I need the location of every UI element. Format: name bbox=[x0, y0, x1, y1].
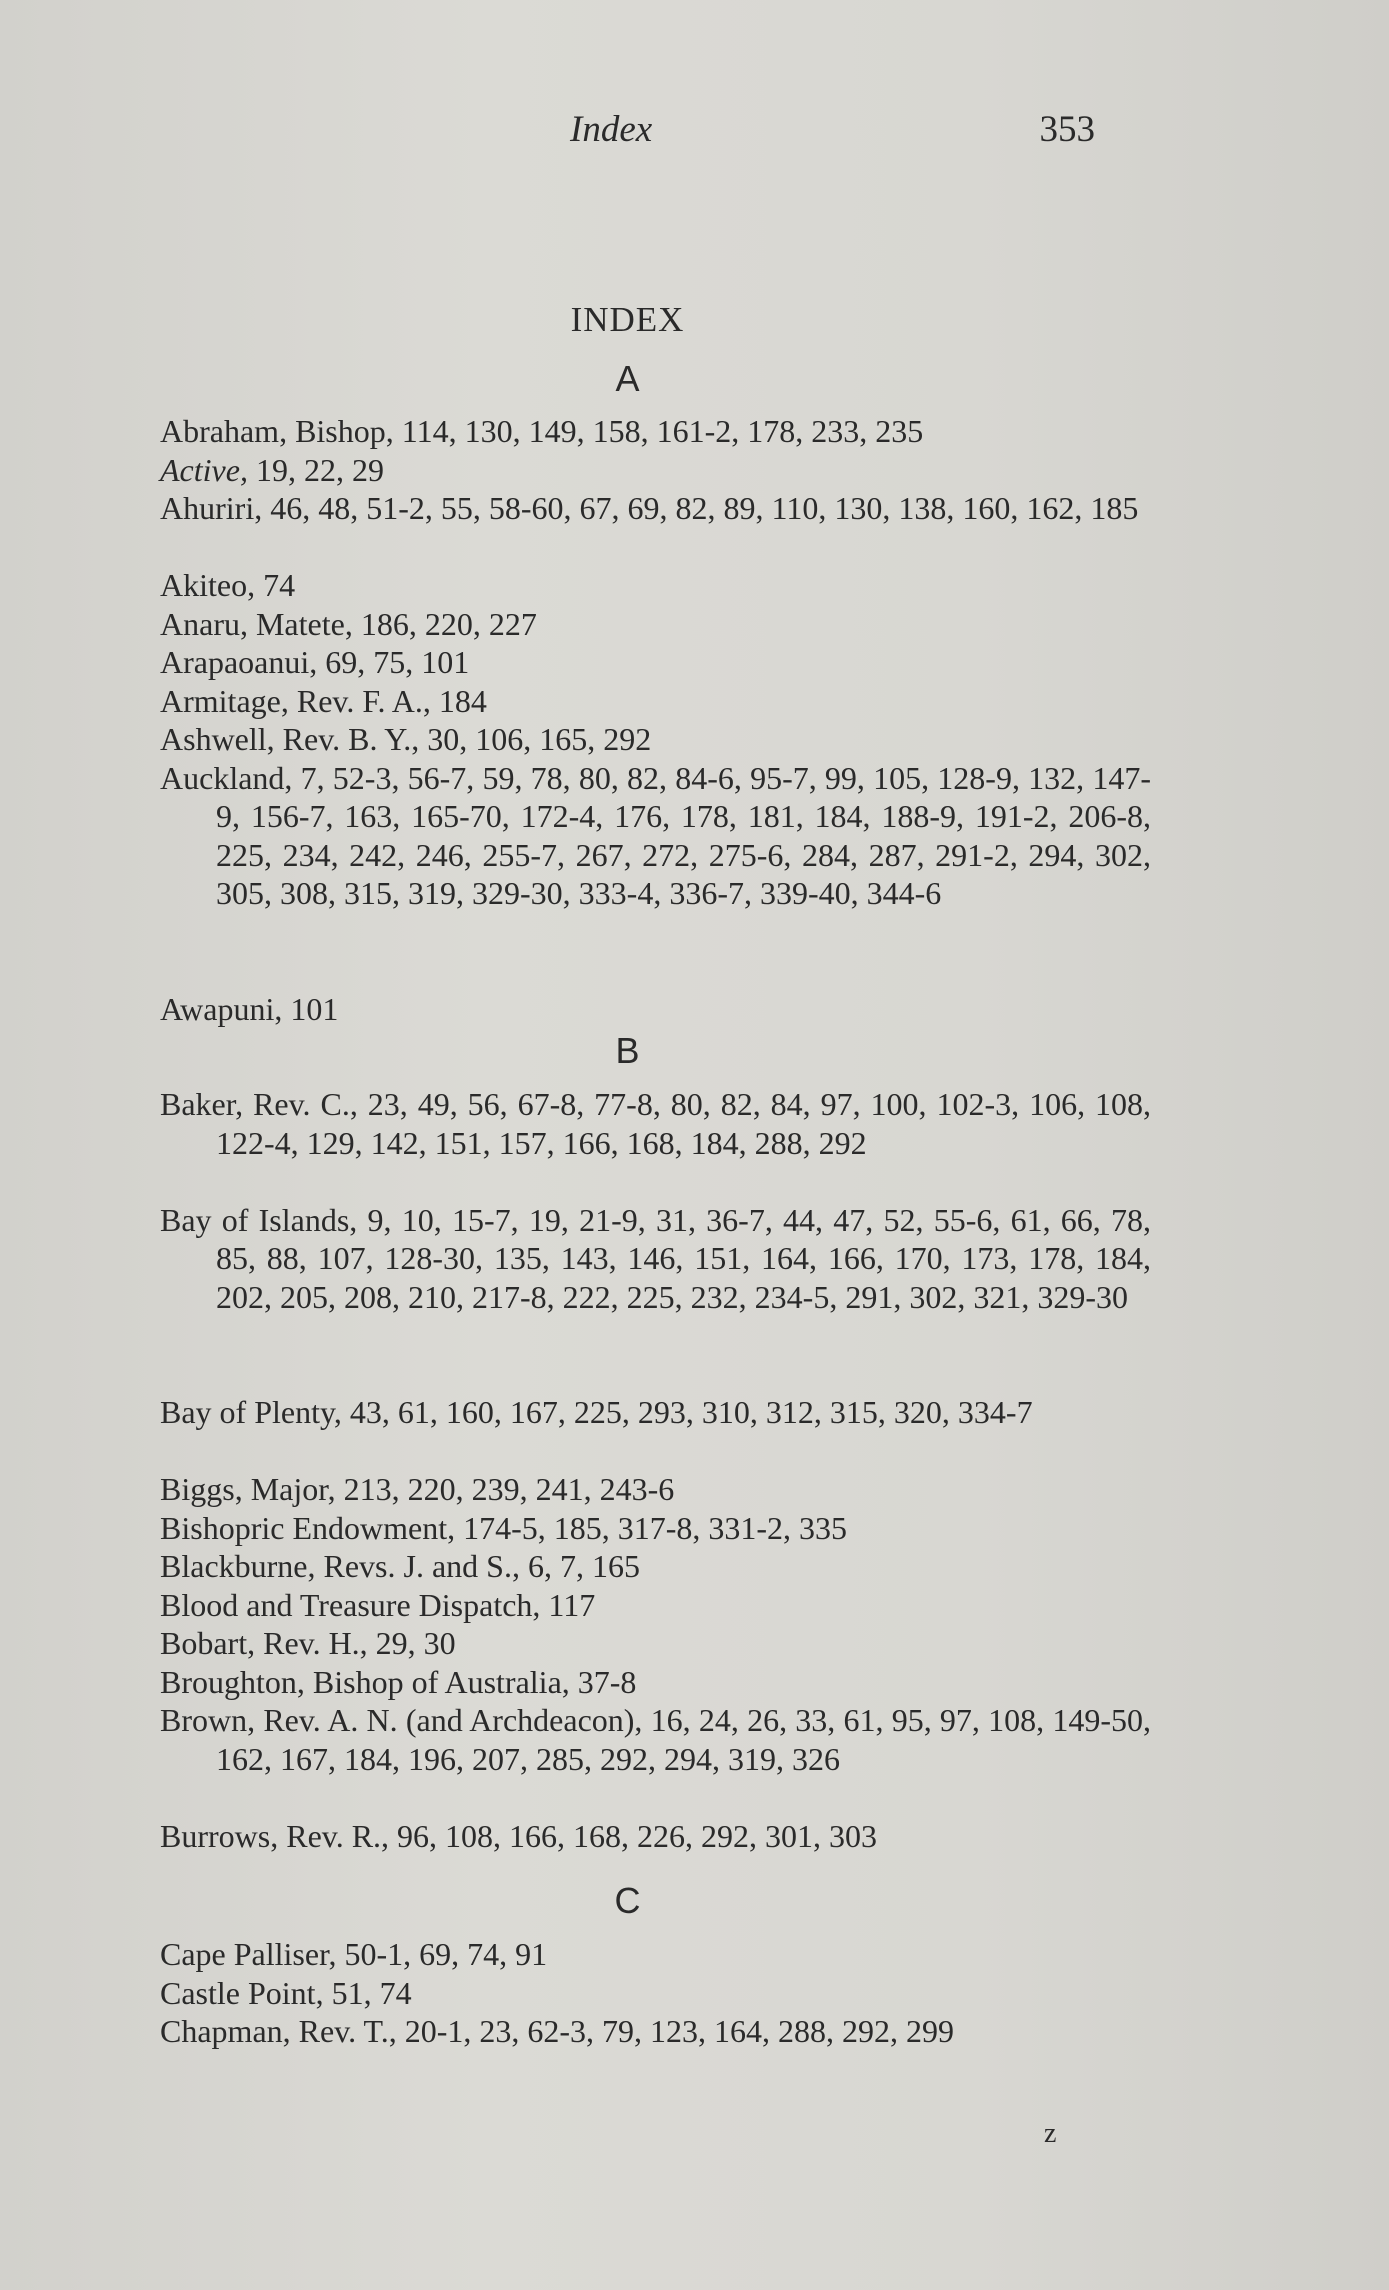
entry-name: Brown, Rev. A. N. (and Archdeacon), bbox=[160, 1702, 643, 1738]
entry-name: Burrows, Rev. R., bbox=[160, 1817, 390, 1854]
entry-page-refs: 50-1, 69, 74, 91 bbox=[336, 1936, 548, 1972]
entry-page-refs: 9, 10, 15-7, 19, 21-9, 31, 36-7, 44, 47, 52, 55-6, 61, 66, 78, 85, 88, 107, 128-30, 135, 143, 146, 151, 164, 166, 170, 173, 178, 184, 202, 205, 208, 210, 217-8, 222, 225, 232, 234-5, 291, 302, 321, 329-30 bbox=[216, 1201, 1152, 1315]
index-entry bbox=[160, 759, 1151, 913]
entry-page-refs: 51, 74 bbox=[323, 1974, 412, 2011]
entry-page-refs: 20-1, 23, 62-3, 79, 123, 164, 288, 292, 299 bbox=[396, 2013, 955, 2049]
entry-page-refs: 6, 7, 165 bbox=[519, 1548, 640, 1584]
entry-name: Chapman, Rev. T., bbox=[160, 2013, 397, 2049]
entry-page-refs: 184 bbox=[430, 682, 487, 719]
entry-page-refs: 186, 220, 227 bbox=[352, 605, 537, 642]
section-letter-c: C bbox=[614, 1880, 641, 1921]
entry-name: Awapuni, bbox=[160, 990, 283, 1027]
index-entry bbox=[160, 489, 1151, 528]
index-entry bbox=[160, 720, 1151, 759]
index-entry bbox=[160, 412, 1151, 451]
entry-page-refs: 7, 52-3, 56-7, 59, 78, 80, 82, 84-6, 95-7, 99, 105, 128-9, 132, 147-9, 156-7, 163, 165-70, 172-4, 176, 178, 181, 184, 188-9, 191-2, 206-8, 225, 234, 242, 246, 255-7, 267, 272, 275-6, 284, 287, 291-2, 294, 302, 305, 308, 315, 319, 329-30, 333-4, 336-7, 339-40, 344-6 bbox=[216, 759, 1151, 911]
entry-page-refs: 74 bbox=[255, 567, 296, 603]
index-entry bbox=[160, 1509, 1151, 1548]
entry-name: Blood and Treasure Dispatch, bbox=[160, 1586, 541, 1623]
entry-page-refs: 37-8 bbox=[569, 1663, 637, 1700]
entry-page-refs: 174-5, 185, 317-8, 331-2, 335 bbox=[455, 1509, 848, 1546]
index-entry bbox=[160, 1935, 1151, 1974]
entry-page-refs: 19, 22, 29 bbox=[247, 451, 384, 488]
entry-name: Bay of Plenty, bbox=[160, 1394, 342, 1430]
entry-name: Bishopric Endowment, bbox=[160, 1509, 456, 1546]
index-entry bbox=[160, 1393, 1151, 1432]
index-entry bbox=[160, 1701, 1151, 1778]
entry-name: Bobart, Rev. H., bbox=[160, 1625, 368, 1661]
index-entry bbox=[160, 682, 1151, 721]
entry-name: Broughton, Bishop of Australia, bbox=[160, 1663, 570, 1700]
section-letter-a: A bbox=[615, 358, 640, 399]
entry-page-refs: 30, 106, 165, 292 bbox=[419, 721, 652, 757]
entry-page-refs: 43, 61, 160, 167, 225, 293, 310, 312, 315, 320, 334-7 bbox=[341, 1394, 1033, 1430]
index-entry bbox=[160, 605, 1151, 644]
entry-page-refs: 96, 108, 166, 168, 226, 292, 301, 303 bbox=[389, 1817, 878, 1854]
entry-name: Blackburne, Revs. J. and S., bbox=[160, 1548, 520, 1584]
entry-page-refs: 16, 24, 26, 33, 61, 95, 97, 108, 149-50, 162, 167, 184, 196, 207, 285, 292, 294, 319, 326 bbox=[216, 1702, 1152, 1777]
page-number: 353 bbox=[1039, 109, 1095, 150]
entry-page-refs: 213, 220, 239, 241, 243-6 bbox=[335, 1471, 675, 1507]
index-entry bbox=[160, 1624, 1151, 1663]
entry-name: Baker, Rev. C., bbox=[160, 1086, 358, 1122]
entry-name: Abraham, Bishop, bbox=[160, 413, 394, 449]
index-entry bbox=[160, 1586, 1151, 1625]
running-head bbox=[160, 108, 1095, 158]
entry-name: Auckland, bbox=[160, 759, 293, 796]
index-entry bbox=[160, 1663, 1151, 1702]
entry-name: Biggs, Major, bbox=[160, 1471, 336, 1507]
index-entry bbox=[160, 1974, 1151, 2013]
entry-name: Ahuriri, bbox=[160, 490, 263, 526]
index-entry bbox=[160, 566, 1151, 605]
index-heading: INDEX bbox=[570, 300, 685, 339]
signature-mark: z bbox=[1044, 2118, 1057, 2149]
index-entry bbox=[160, 1470, 1151, 1509]
section-letter-b: B bbox=[615, 1030, 640, 1071]
entry-page-refs: 46, 48, 51-2, 55, 58-60, 67, 69, 82, 89, 110, 130, 138, 160, 162, 185 bbox=[262, 490, 1139, 526]
index-entry bbox=[160, 451, 1151, 490]
entry-page-refs: 114, 130, 149, 158, 161-2, 178, 233, 235 bbox=[393, 413, 924, 449]
index-entry bbox=[160, 643, 1151, 682]
entry-name: Bay of Islands, bbox=[160, 1201, 358, 1238]
running-head-title: Index bbox=[570, 109, 653, 150]
index-entry bbox=[160, 1817, 1151, 1856]
entry-name: Cape Palliser, bbox=[160, 1936, 337, 1972]
index-entry bbox=[160, 1085, 1151, 1162]
entry-name: Ashwell, Rev. B. Y., bbox=[160, 721, 420, 757]
entry-page-refs: 29, 30 bbox=[367, 1625, 456, 1661]
index-entry bbox=[160, 1547, 1151, 1586]
entry-page-refs: 69, 75, 101 bbox=[317, 644, 470, 680]
entry-page-refs: 117 bbox=[540, 1586, 596, 1623]
index-entry bbox=[160, 1201, 1151, 1317]
index-entry bbox=[160, 990, 1151, 1029]
entry-page-refs: 101 bbox=[282, 990, 339, 1027]
index-entry bbox=[160, 2012, 1151, 2051]
entry-name: Arapaoanui, bbox=[160, 644, 318, 680]
entry-name: Akiteo, bbox=[160, 567, 256, 603]
entry-name: Active, bbox=[160, 451, 248, 488]
entry-name: Castle Point, bbox=[160, 1974, 324, 2011]
entry-name: Anaru, Matete, bbox=[160, 605, 353, 642]
entry-page-refs: 23, 49, 56, 67-8, 77-8, 80, 82, 84, 97, 100, 102-3, 106, 108, 122-4, 129, 142, 151, 157, 166, 168, 184, 288, 292 bbox=[216, 1086, 1152, 1161]
entry-name: Armitage, Rev. F. A., bbox=[160, 682, 431, 719]
